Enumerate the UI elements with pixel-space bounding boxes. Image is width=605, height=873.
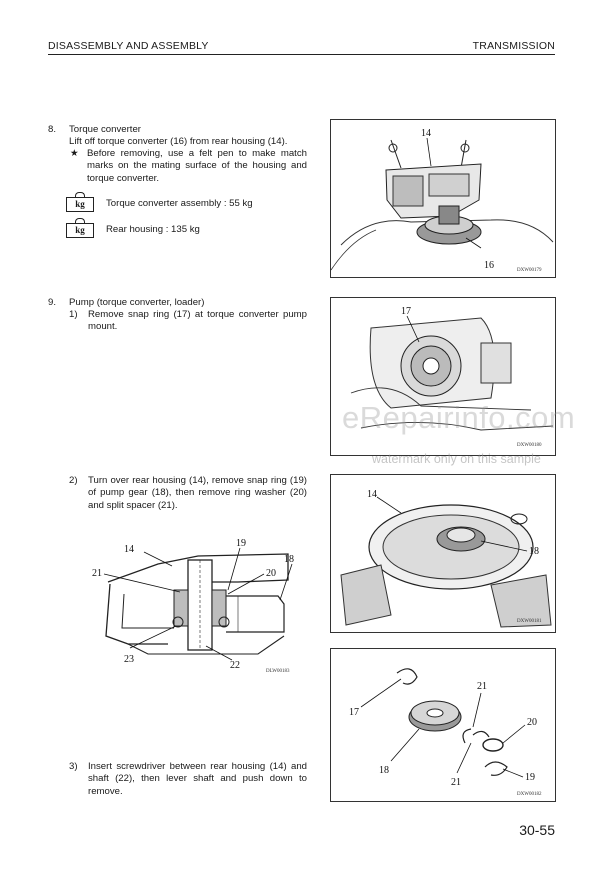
star-icon: ★: [70, 148, 79, 159]
figure-4-callout-17: 17: [349, 707, 359, 718]
page-number: 30-55: [519, 822, 555, 838]
figure-5-callout-18: 18: [284, 554, 294, 565]
figure-4-callout-21-bottom: 21: [451, 777, 461, 788]
step-9-title: Pump (torque converter, loader): [69, 297, 205, 308]
figure-5-callout-21: 21: [92, 568, 102, 579]
figure-1-callout-14: 14: [421, 128, 431, 139]
figure-1-drawing: [331, 120, 555, 277]
step-8-number: 8.: [48, 124, 57, 135]
watermark-note: watermark only on this sample: [372, 452, 541, 466]
substep-1-text: Remove snap ring (17) at torque converter pump mount.: [88, 309, 307, 333]
section-title: DISASSEMBLY AND ASSEMBLY: [48, 40, 209, 52]
figure-5-callout-20: 20: [266, 568, 276, 579]
substep-2-text: Turn over rear housing (14), remove snap ring (19) of pump gear (18), then remove ring washer (20) and split spacer (21).: [88, 475, 307, 511]
watermark-brand: eRepairinfo.com: [342, 400, 576, 435]
figure-rear-housing-pump-gear: [330, 474, 556, 633]
substep-3-number: 3): [69, 761, 78, 772]
header-rule: [48, 54, 555, 55]
figure-4-callout-19: 19: [525, 772, 535, 783]
step-8-title: Torque converter: [69, 124, 141, 135]
figure-exploded-pump-parts: [330, 648, 556, 802]
figure-4-callout-18: 18: [379, 765, 389, 776]
figure-3-id: DXW00181: [517, 619, 542, 624]
weight-icon: kg: [66, 223, 94, 238]
weight-label: Rear housing : 135 kg: [106, 224, 200, 235]
substep-3-text: Insert screwdriver between rear housing (14) and shaft (22), then lever shaft and push down to remove.: [88, 761, 307, 797]
figure-3-drawing: [331, 475, 555, 632]
figure-1-callout-16: 16: [484, 260, 494, 271]
figure-5-callout-23: 23: [124, 654, 134, 665]
figure-2-id: DXW00180: [517, 443, 542, 448]
figure-5-callout-19: 19: [236, 538, 246, 549]
figure-3-callout-18: 18: [529, 546, 539, 557]
figure-4-callout-20: 20: [527, 717, 537, 728]
figure-4-id: DXW00182: [517, 792, 542, 797]
figure-3-callout-14: 14: [367, 489, 377, 500]
figure-5-id: DLW00183: [266, 669, 290, 674]
figure-5-drawing: [88, 536, 310, 680]
weight-icon: kg: [66, 197, 94, 212]
chapter-title: TRANSMISSION: [472, 40, 555, 52]
weight-label: Torque converter assembly : 55 kg: [106, 198, 253, 209]
figure-5-callout-22: 22: [230, 660, 240, 671]
figure-cross-section: [88, 536, 310, 680]
step-8-note: Before removing, use a felt pen to make match marks on the mating surface of the housing and torque converter.: [87, 148, 307, 184]
substep-2-number: 2): [69, 475, 78, 486]
figure-torque-converter-lift: [330, 119, 556, 278]
figure-4-drawing: [331, 649, 555, 801]
figure-1-id: DXW00179: [517, 268, 542, 273]
figure-4-callout-21-top: 21: [477, 681, 487, 692]
step-9-number: 9.: [48, 297, 57, 308]
figure-2-callout-17: 17: [401, 306, 411, 317]
step-8-instruction: Lift off torque converter (16) from rear housing (14).: [69, 136, 288, 147]
substep-1-number: 1): [69, 309, 78, 320]
figure-5-callout-14: 14: [124, 544, 134, 555]
